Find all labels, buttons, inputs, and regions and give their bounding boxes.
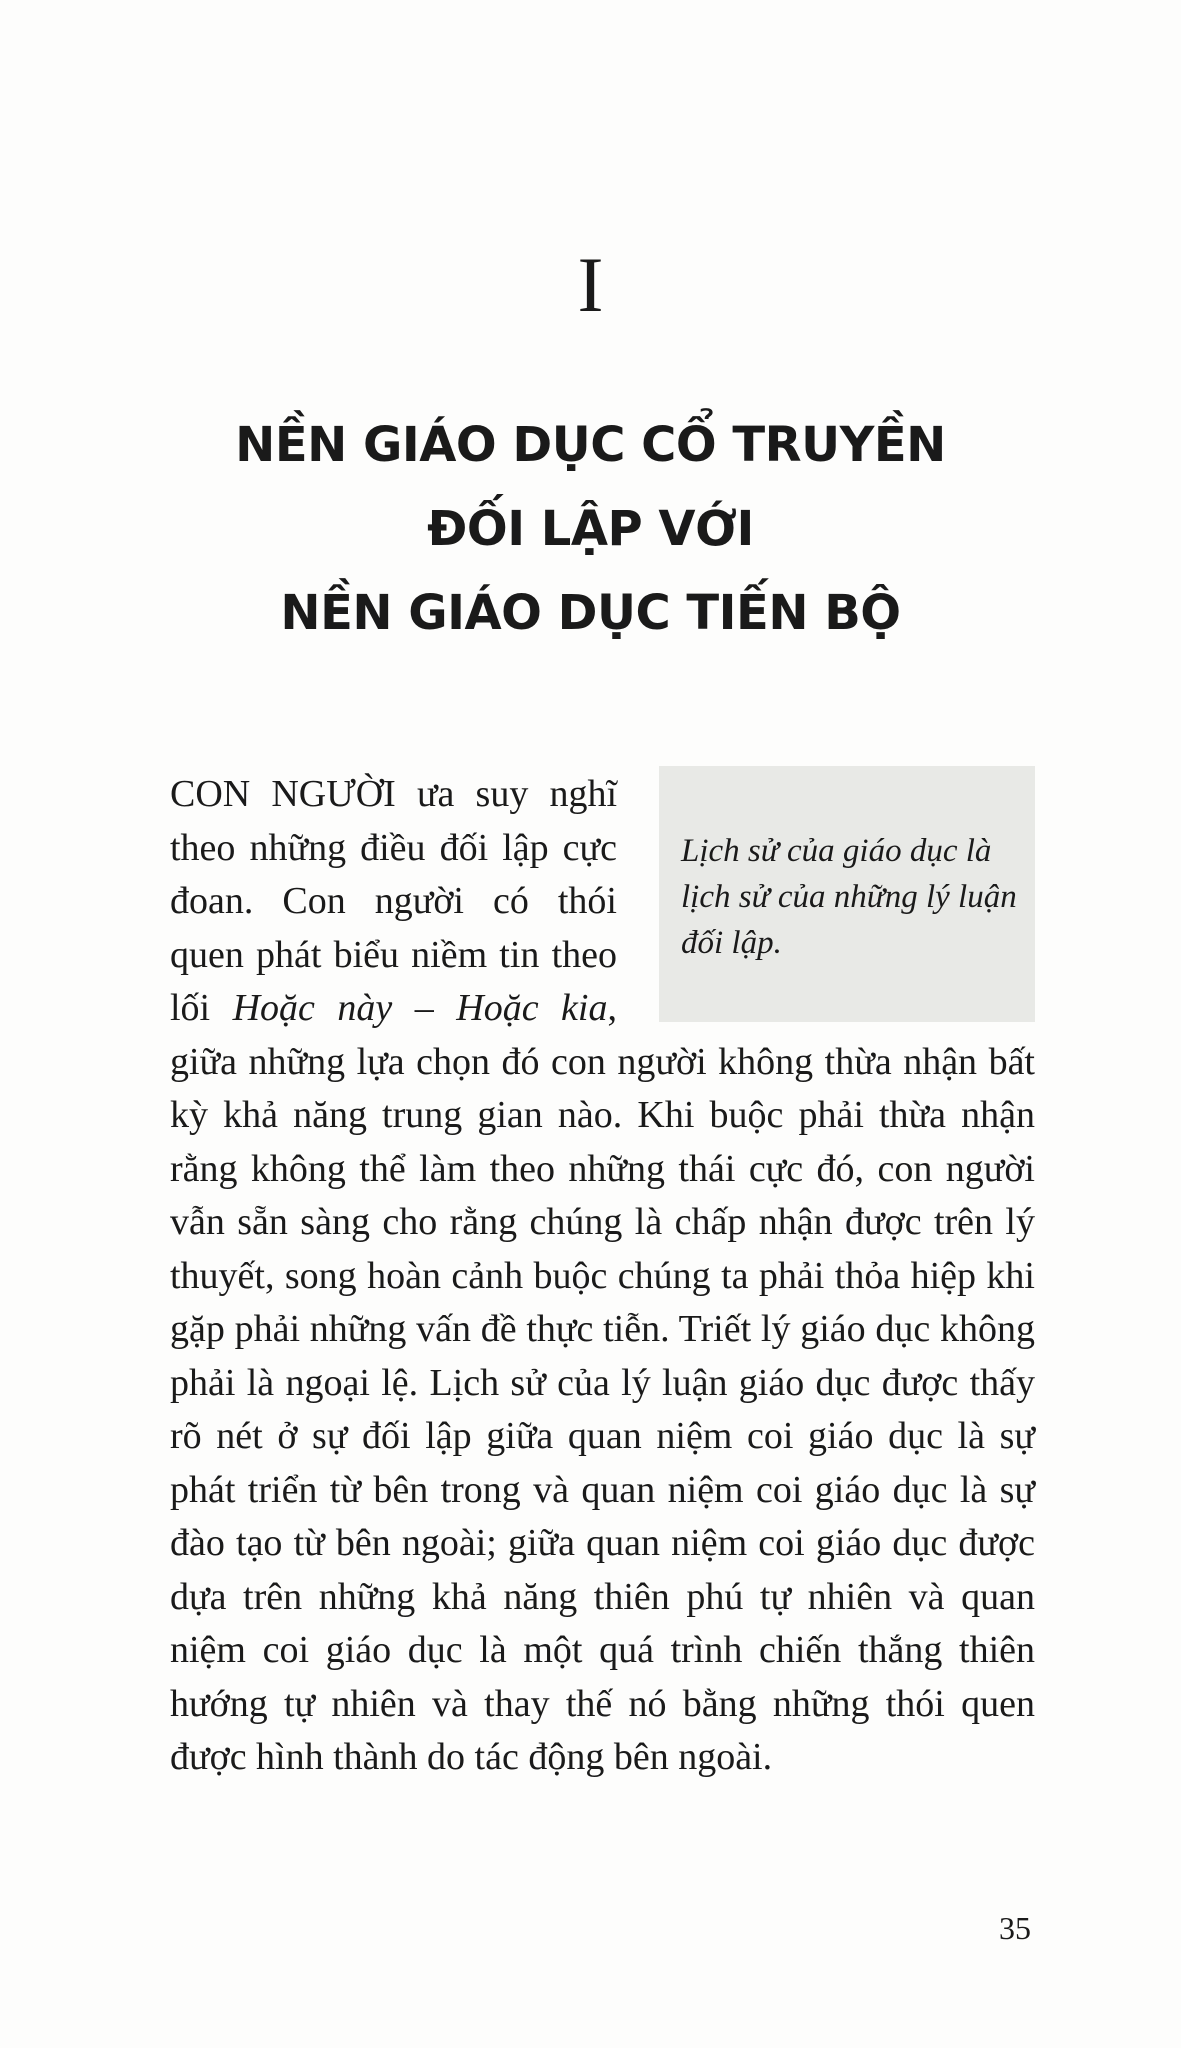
paragraph-text: ưa suy nghĩ theo những điều đối lập cực đoan. Con người có thói quen phát biểu niềm tin theo lối [170,773,617,1029]
pullquote-line: Lịch sử của giáo dục là [681,833,992,869]
chapter-title [150,403,1031,655]
paragraph-text: , giữa những lựa chọn đó con người không thừa nhận bất kỳ khả năng trung gian nào. Khi buộc phải thừa nhận rằng không thể làm theo những thái cực đó, con người vẫn sẵn sàng cho rằng chúng là chấp nhận được trên lý thuyết, song hoàn cảnh buộc chúng ta phải thỏa hiệp khi gặp phải những vấn đề thực tiễn. Triết lý giáo dục không phải là ngoại lệ. Lịch sử của lý luận giáo dục được thấy rõ nét ở sự đối lập giữa quan niệm coi giáo dục là sự phát triển từ bên trong và quan niệm coi giáo dục là sự đào tạo từ bên ngoài; giữa quan niệm coi giáo dục được dựa trên những khả năng thiên phú tự nhiên và quan niệm coi giáo dục là một quá trình chiến thắng thiên hướng tự nhiên và thay thế nó bằng những thói quen được hình thành do tác động bên ngoài. [170,987,1035,1778]
chapter-title-line: ĐỐI LẬP VỚI [427,501,754,557]
lead-in-text: CON NGƯỜI [170,773,396,815]
chapter-number: I [577,241,604,328]
emphasis-text: Hoặc này – Hoặc kia [232,987,608,1029]
pullquote-line: lịch sử của những lý luận [681,879,1017,915]
pullquote-box [659,766,1035,1022]
chapter-title-line: NỀN GIÁO DỤC TIẾN BỘ [280,585,901,641]
pullquote-line: đối lập. [681,925,782,961]
chapter-title-line: NỀN GIÁO DỤC CỔ TRUYỀN [235,417,946,473]
body-text [170,768,1035,1785]
page-number: 35 [999,1910,1031,1946]
